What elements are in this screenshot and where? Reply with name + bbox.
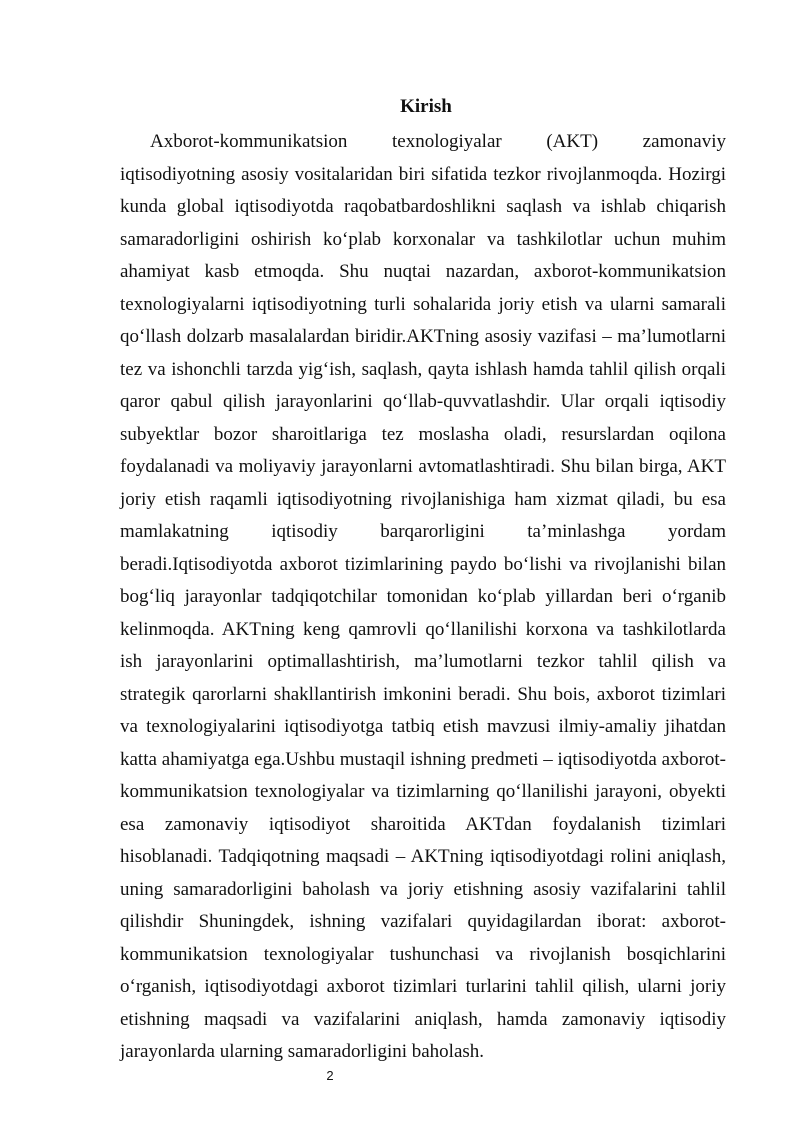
body-paragraph: Axborot-kommunikatsion texnologiyalar (AKT) zamonaviy iqtisodiyotning asosiy vositalaridan biri sifatida tezkor rivojlanmoqda. Hozirgi kunda global iqtisodiyotda raqobatbardoshlikni saqlash va ishlab chiqarish samaradorligini oshirish ko‘plab korxonalar va tashkilotlar uchun muhim ahamiyat kasb etmoqda. Shu nuqtai nazardan, axborot-kommunikatsion texnologiyalarni iqtisodiyotning turli sohalarida joriy etish va ularni samarali qo‘llash dolzarb masalalardan biridir.AKTning asosiy vazifasi – ma’lumotlarni tez va ishonchli tarzda yig‘ish, saqlash, qayta ishlash hamda tahlil qilish orqali qaror qabul qilish jarayonlarini qo‘llab-quvvatlashdir. Ular orqali iqtisodiy subyektlar bozor sharoitlariga tez moslasha oladi, resurslardan oqilona foydalanadi va moliyaviy jarayonlarni avtomatlashtiradi. Shu bilan birga, AKT joriy etish raqamli iqtisodiyotning rivojlanishiga ham xizmat qiladi, bu esa mamlakatning iqtisodiy barqarorligini ta’minlashga yordam beradi.Iqtisodiyotda axborot tizimlarining paydo bo‘lishi va rivojlanishi bilan bog‘liq jarayonlar tadqiqotchilar tomonidan ko‘plab yillardan beri o‘rganib kelinmoqda. AKTning keng qamrovli qo‘llanilishi korxona va tashkilotlarda ish jarayonlarini optimallashtirish, ma’lumotlarni tezkor tahlil qilish va strategik qarorlarni shakllantirish imkonini beradi. Shu bois, axborot tizimlari va texnologiyalarini iqtisodiyotga tatbiq etish mavzusi ilmiy-amaliy jihatdan katta ahamiyatga ega.Ushbu mustaqil ishning predmeti – iqtisodiyotda axborot-kommunikatsion texnologiyalar va tizimlarning qo‘llanilishi jarayoni, obyekti esa zamonaviy iqtisodiyot sharoitida AKTdan foydalanish tizimlari hisoblanadi. Tadqiqotning maqsadi – AKTning iqtisodiyotdagi rolini aniqlash, uning samaradorligini baholash va joriy etishning asosiy vazifalarini tahlil qilishdir Shuningdek, ishning vazifalari quyidagilardan iborat: axborot-kommunikatsion texnologiyalar tushunchasi va rivojlanish bosqichlarini o‘rganish, iqtisodiyotdagi axborot tizimlari turlarini tahlil qilish, ularni joriy etishning maqsadi va vazifalarini aniqlash, hamda zamonaviy iqtisodiy jarayonlarda ularning samaradorligini baholash. — [120, 131, 726, 1062]
page-number: 2 — [326, 1068, 334, 1083]
section-title: Kirish — [400, 96, 452, 117]
